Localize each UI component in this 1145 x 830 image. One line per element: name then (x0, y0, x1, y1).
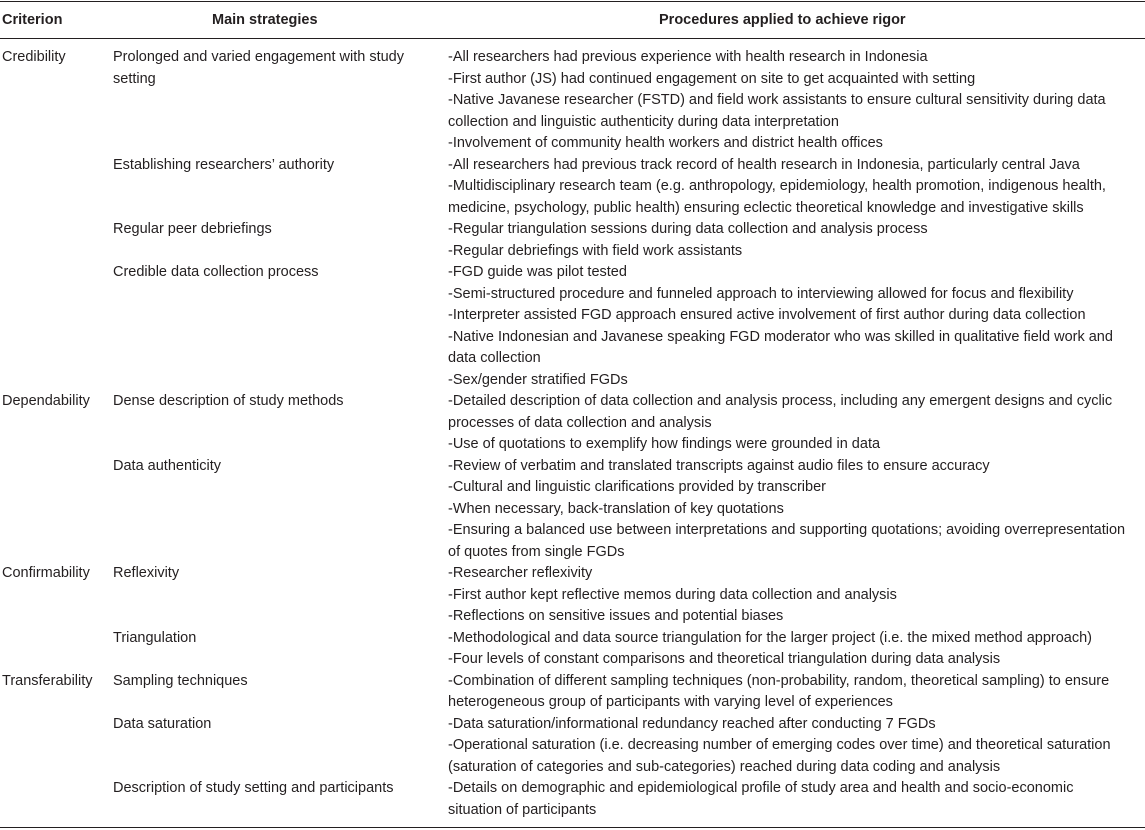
strategy-cell: Data saturation (113, 715, 212, 732)
procedure-line: -Multidisciplinary research team (e.g. anthropology, epidemiology, health promotion, indigenous health, (448, 178, 1106, 194)
criterion-cell: Transferability (2, 672, 93, 689)
procedure-line: -Cultural and linguistic clarifications provided by transcriber (448, 479, 826, 495)
procedure-line: -Combination of different sampling techniques (non-probability, random, theoretical sampling) to ensure (448, 672, 1110, 689)
procedure-line: -All researchers had previous track record of health research in Indonesia, particularly central Java (448, 156, 1080, 173)
procedure-line: -Researcher reflexivity (448, 565, 593, 581)
procedure-line: medicine, psychology, public health) ensuring eclectic theoretical knowledge and investigative skills (448, 199, 1084, 216)
procedure-line: of quotes from single FGDs (448, 543, 625, 560)
strategy-cell: Dense description of study methods (113, 393, 344, 409)
header-procedures: Procedures applied to achieve rigor (659, 12, 906, 28)
strategy-cell: setting (113, 70, 156, 87)
procedure-line: -Regular triangulation sessions during data collection and analysis process (448, 221, 928, 237)
procedure-line: -Regular debriefings with field work assistants (448, 242, 743, 259)
criterion-cell: Dependability (2, 393, 90, 409)
procedure-line: -Operational saturation (i.e. decreasing number of emerging codes over time) and theoretical saturation (448, 737, 1111, 753)
procedure-line: -Use of quotations to exemplify how findings were grounded in data (448, 436, 881, 452)
procedure-line: (saturation of categories and sub-categories) reached during data coding and analysis (448, 758, 1001, 775)
header-bottom-rule (0, 38, 1145, 39)
procedure-line: -Review of verbatim and translated transcripts against audio files to ensure accuracy (448, 457, 990, 474)
procedure-line: -Semi-structured procedure and funneled approach to interviewing allowed for focus and flexibility (448, 285, 1074, 302)
procedure-line: -Detailed description of data collection and analysis process, including any emergent designs and cyclic (448, 393, 1113, 409)
strategy-cell: Data authenticity (113, 457, 222, 474)
strategy-cell: Prolonged and varied engagement with study (113, 49, 404, 65)
header-main-strategies: Main strategies (212, 12, 318, 28)
procedure-line: -Native Javanese researcher (FSTD) and field work assistants to ensure cultural sensitivity during data (448, 92, 1106, 108)
procedure-line: data collection (448, 350, 541, 366)
strategy-cell: Reflexivity (113, 565, 180, 581)
header-criterion: Criterion (2, 12, 63, 28)
procedure-line: -Native Indonesian and Javanese speaking FGD moderator who was skilled in qualitative field work and (448, 328, 1113, 345)
criterion-cell: Credibility (2, 49, 66, 65)
strategy-cell: Credible data collection process (113, 264, 319, 280)
procedure-line: -All researchers had previous experience with health research in Indonesia (448, 49, 928, 65)
procedure-line: situation of participants (448, 801, 597, 818)
procedure-line: collection and linguistic authenticity during data interpretation (448, 113, 839, 130)
procedure-line: -Interpreter assisted FGD approach ensured active involvement of first author during data collection (448, 307, 1086, 323)
table-top-rule (0, 1, 1145, 2)
procedure-line: -Four levels of constant comparisons and theoretical triangulation during data analysis (448, 651, 1001, 667)
procedure-line: -Data saturation/informational redundancy reached after conducting 7 FGDs (448, 715, 936, 732)
procedure-line: -Details on demographic and epidemiological profile of study area and health and socio-economic (448, 780, 1074, 796)
procedure-line: -Ensuring a balanced use between interpretations and supporting quotations; avoiding overrepresentation (448, 522, 1126, 538)
procedure-line: -When necessary, back-translation of key quotations (448, 500, 784, 517)
procedure-line: heterogeneous group of participants with varying level of experiences (448, 694, 893, 710)
strategy-cell: Regular peer debriefings (113, 221, 272, 237)
strategy-cell: Triangulation (113, 629, 197, 646)
procedure-line: -FGD guide was pilot tested (448, 264, 627, 280)
procedure-line: processes of data collection and analysis (448, 414, 712, 431)
criterion-cell: Confirmability (2, 565, 90, 581)
procedure-line: -Reflections on sensitive issues and potential biases (448, 608, 784, 624)
procedure-line: -First author kept reflective memos during data collection and analysis (448, 586, 897, 603)
strategy-cell: Description of study setting and participants (113, 780, 394, 796)
procedure-line: -First author (JS) had continued engagement on site to get acquainted with setting (448, 70, 976, 87)
procedure-line: -Involvement of community health workers and district health offices (448, 135, 883, 151)
procedure-line: -Methodological and data source triangulation for the larger project (i.e. the mixed method approach) (448, 629, 1093, 646)
strategy-cell: Sampling techniques (113, 672, 248, 689)
strategy-cell: Establishing researchers’ authority (113, 156, 335, 173)
procedure-line: -Sex/gender stratified FGDs (448, 371, 628, 388)
table-bottom-rule (0, 827, 1145, 828)
